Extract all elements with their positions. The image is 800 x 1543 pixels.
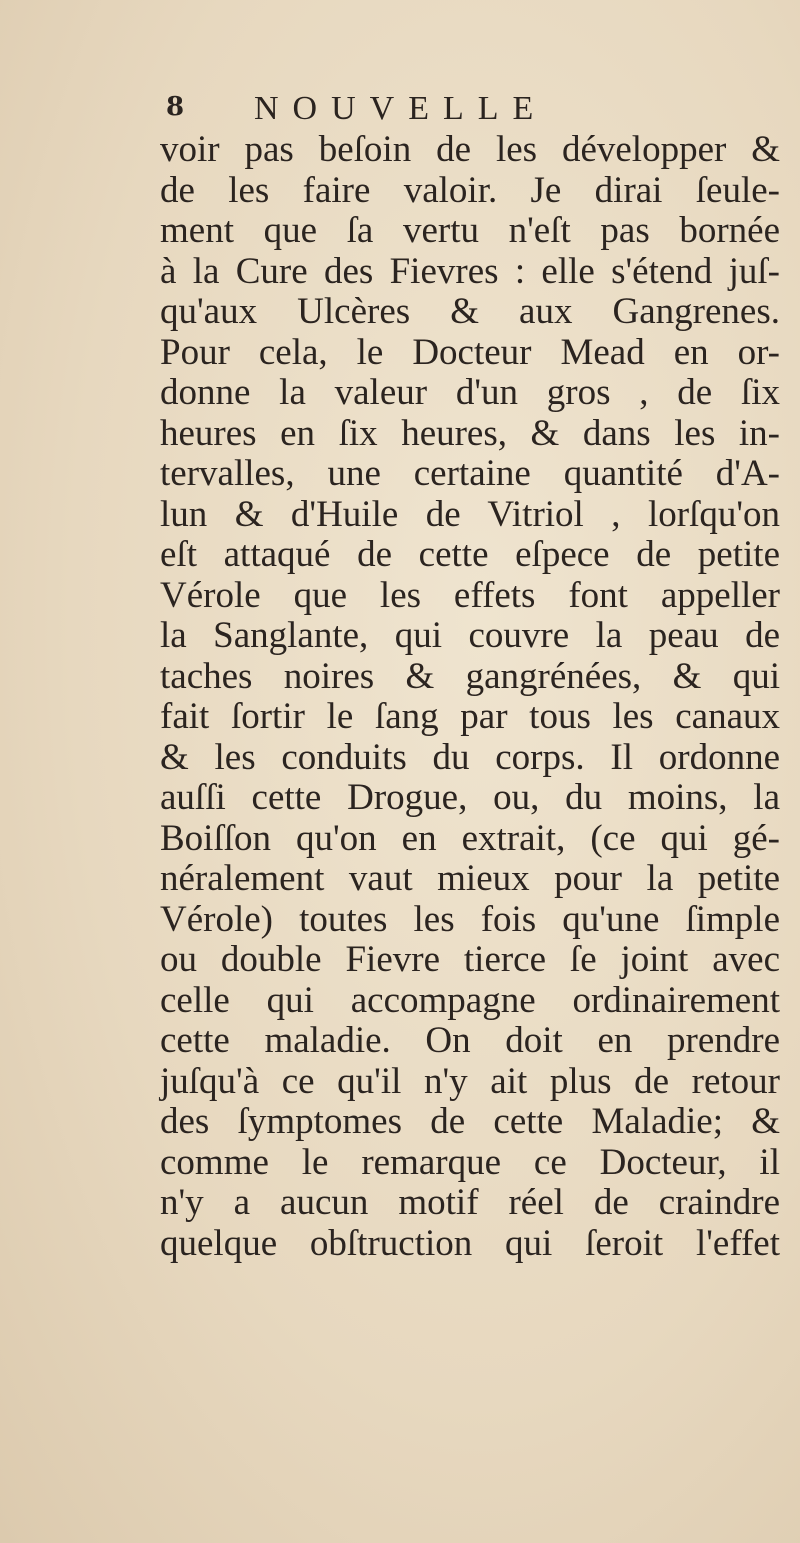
- text-line: Pour cela, le Docteur Mead en or-: [160, 331, 780, 373]
- text-line: auſſi cette Drogue, ou, du moins, la: [160, 777, 780, 818]
- text-line: tervalles, une certaine quantité d'A-: [160, 453, 780, 494]
- text-line: comme le remarque ce Docteur, il: [160, 1141, 780, 1183]
- text-line: celle qui accompagne ordinairement: [160, 979, 780, 1021]
- page-header: [166, 92, 766, 132]
- text-line: de les faire valoir. Je dirai ſeule-: [160, 169, 780, 211]
- text-line: heures en ſix heures, & dans les in-: [160, 412, 780, 454]
- text-line: à la Cure des Fievres : elle s'étend juſ-: [160, 250, 780, 292]
- text-line: des ſymptomes de cette Maladie; &: [160, 1101, 780, 1142]
- text-line: eſt attaqué de cette eſpece de petite: [160, 534, 780, 575]
- text-line: qu'aux Ulcères & aux Gangrenes.: [160, 291, 780, 332]
- text-line: taches noires & gangrénées, & qui: [160, 655, 780, 697]
- running-title: NOUVELLE: [254, 90, 548, 127]
- text-line: ou double Fievre tierce ſe joint avec: [160, 939, 780, 980]
- text-line: & les conduits du corps. Il ordonne: [160, 736, 780, 778]
- text-line: lun & d'Huile de Vitriol , lorſqu'on: [160, 493, 780, 535]
- text-line: fait ſortir le ſang par tous les canaux: [160, 696, 780, 737]
- body-text: [160, 130, 780, 1264]
- text-line: juſqu'à ce qu'il n'y ait plus de retour: [160, 1060, 780, 1102]
- text-line: donne la valeur d'un gros , de ſix: [160, 372, 780, 413]
- text-line: néralement vaut mieux pour la petite: [160, 858, 780, 899]
- text-line: n'y a aucun motif réel de craindre: [160, 1182, 780, 1223]
- text-line: Boiſſon qu'on en extrait, (ce qui gé-: [160, 817, 780, 859]
- text-line: la Sanglante, qui couvre la peau de: [160, 615, 780, 656]
- text-line: voir pas beſoin de les développer &: [160, 129, 780, 170]
- text-line: cette maladie. On doit en prendre: [160, 1020, 780, 1061]
- text-line: Vérole) toutes les fois qu'une ſimple: [160, 898, 780, 940]
- text-line: ment que ſa vertu n'eſt pas bornée: [160, 210, 780, 251]
- text-line: quelque obſtruction qui ſeroit l'effet: [160, 1222, 780, 1264]
- page-number: 8: [166, 92, 185, 122]
- text-line: Vérole que les effets font appeller: [160, 574, 780, 616]
